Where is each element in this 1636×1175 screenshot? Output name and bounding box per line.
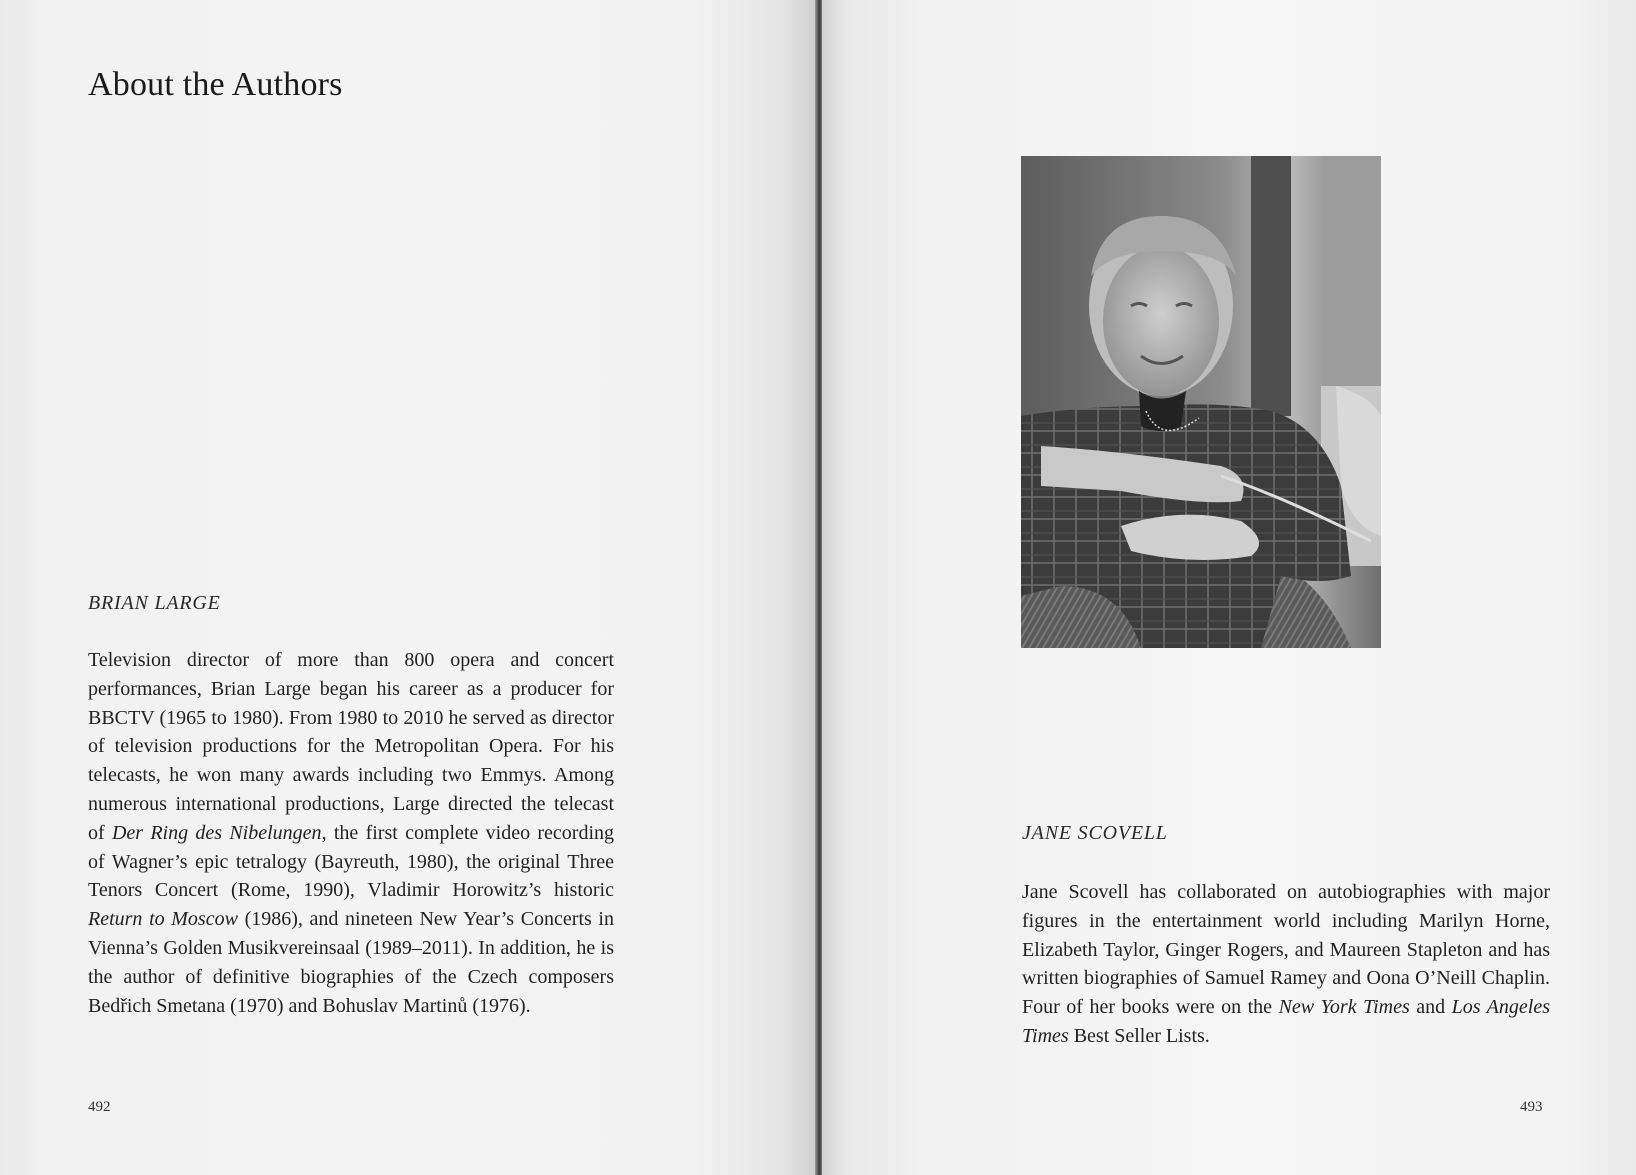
page-heading: About the Authors (88, 66, 343, 103)
bio-italic-title: New York Times (1278, 996, 1410, 1019)
bio-italic-title: Return to Moscow (88, 908, 238, 931)
bio-text-run: (1986), and nineteen New Year’s Concerts in Vienna’s Golden Musikvereinsaal (1989–2011). In addition, he is the author of definitive biographies of the Czech composers Bedřich Smetana (1970) and Bohuslav Martinů (1976). (88, 908, 614, 1017)
author-name-jane-scovell: JANE SCOVELL (1022, 822, 1168, 844)
author-bio-brian-large (88, 646, 614, 1020)
page-number-right: 493 (1520, 1099, 1543, 1115)
left-page (0, 0, 816, 1175)
bio-text-run: , the first complete video recording of Wagner’s epic tetralogy (Bayreuth, 1980), the original Three Tenors Concert (Rome, 1990), Vladimir Horowitz’s historic (88, 821, 615, 902)
bio-text-run: Best Seller Lists. (1068, 1024, 1210, 1047)
bio-italic-title: Der Ring des Nibelungen (111, 821, 322, 844)
author-bio-jane-scovell (1022, 878, 1550, 1051)
portrait-photo-illustration (1021, 156, 1381, 648)
bio-text-run: and (1409, 996, 1452, 1019)
author-photo (1021, 156, 1381, 648)
bio-text-run: Television director of more than 800 opera and concert performances, Brian Large began his career as a producer for BBCTV (1965 to 1980). From 1980 to 2010 he served as director of television productions for the Metropolitan Opera. For his telecasts, he won many awards including two Emmys. Among numerous international productions, Large directed the telecast of (88, 649, 614, 844)
page-number-left: 492 (88, 1099, 111, 1115)
bio-italic-title: Los Angeles Times (1022, 996, 1550, 1047)
bio-text-run: Jane Scovell has collaborated on autobiographies with major figures in the entertainment world including Marilyn Horne, Elizabeth Taylor, Ginger Rogers, and Maureen Stapleton and has written biographies of Samuel Ramey and Oona O’Neill Chaplin. Four of her books were on the (1022, 881, 1550, 1019)
author-name-brian-large: BRIAN LARGE (88, 592, 221, 614)
right-page (822, 0, 1636, 1175)
